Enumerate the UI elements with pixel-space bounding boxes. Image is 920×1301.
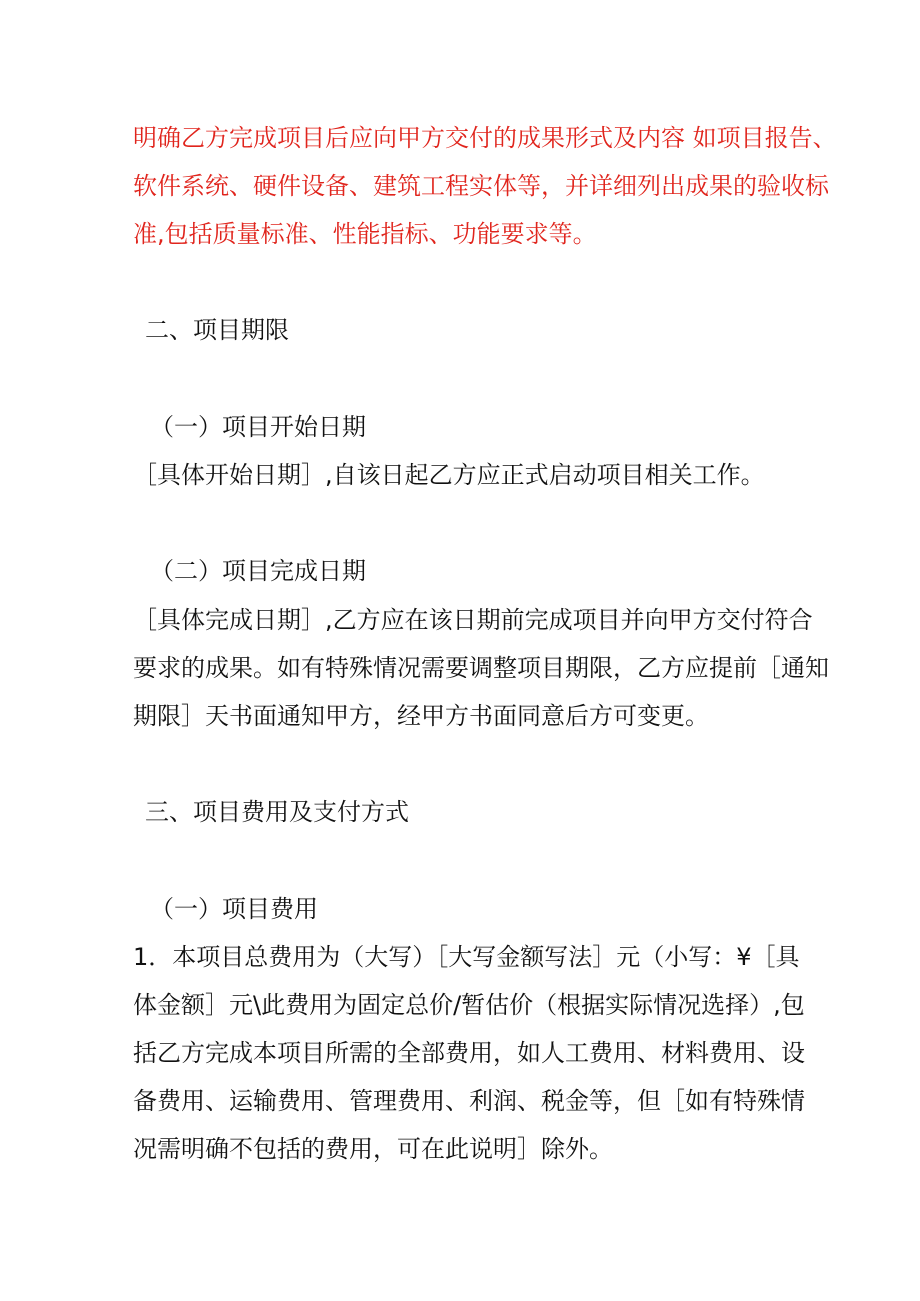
intro-line-2: 软件系统、硬件设备、建筑工程实体等，并详细列出成果的验收标	[133, 172, 829, 200]
intro-paragraph	[133, 114, 837, 258]
section-3-1-heading: （一）项目费用	[150, 895, 318, 923]
intro-line-1: 明确乙方完成项目后应向甲方交付的成果形式及内容 如项目报告、	[133, 124, 837, 152]
section-2-1-paragraph	[133, 451, 813, 499]
section-2-heading: 二、项目期限	[145, 316, 289, 344]
section-2-2-line-3: 期限］天书面通知甲方，经甲方书面同意后方可变更。	[133, 702, 709, 730]
section-3-1-line-1: 1．本项目总费用为（大写）［大写金额写法］元（小写：¥［具	[133, 943, 800, 971]
section-3-1-line-3: 括乙方完成本项目所需的全部费用，如人工费用、材料费用、设	[133, 1039, 805, 1067]
section-2-2-line-2: 要求的成果。如有特殊情况需要调整项目期限，乙方应提前［通知	[133, 654, 829, 682]
intro-line-3: 准,包括质量标准、性能指标、功能要求等。	[133, 220, 597, 248]
section-3-1-line-2: 体金额］元\此费用为固定总价/暂估价（根据实际情况选择）,包	[133, 991, 805, 1019]
section-2-1-line-1: ［具体开始日期］,自该日起乙方应正式启动项目相关工作。	[133, 461, 765, 489]
section-3-heading: 三、项目费用及支付方式	[145, 798, 409, 826]
section-3-1-paragraph	[133, 933, 813, 1173]
section-3-1-line-5: 况需明确不包括的费用，可在此说明］除外。	[133, 1135, 613, 1163]
section-2-2-line-1: ［具体完成日期］,乙方应在该日期前完成项目并向甲方交付符合	[133, 606, 813, 634]
section-2-1-heading: （一）项目开始日期	[150, 413, 366, 441]
section-2-2-paragraph	[133, 596, 829, 740]
section-2-2-heading: （二）项目完成日期	[150, 557, 366, 585]
section-3-1-line-4: 备费用、运输费用、管理费用、利润、税金等，但［如有特殊情	[133, 1087, 805, 1115]
